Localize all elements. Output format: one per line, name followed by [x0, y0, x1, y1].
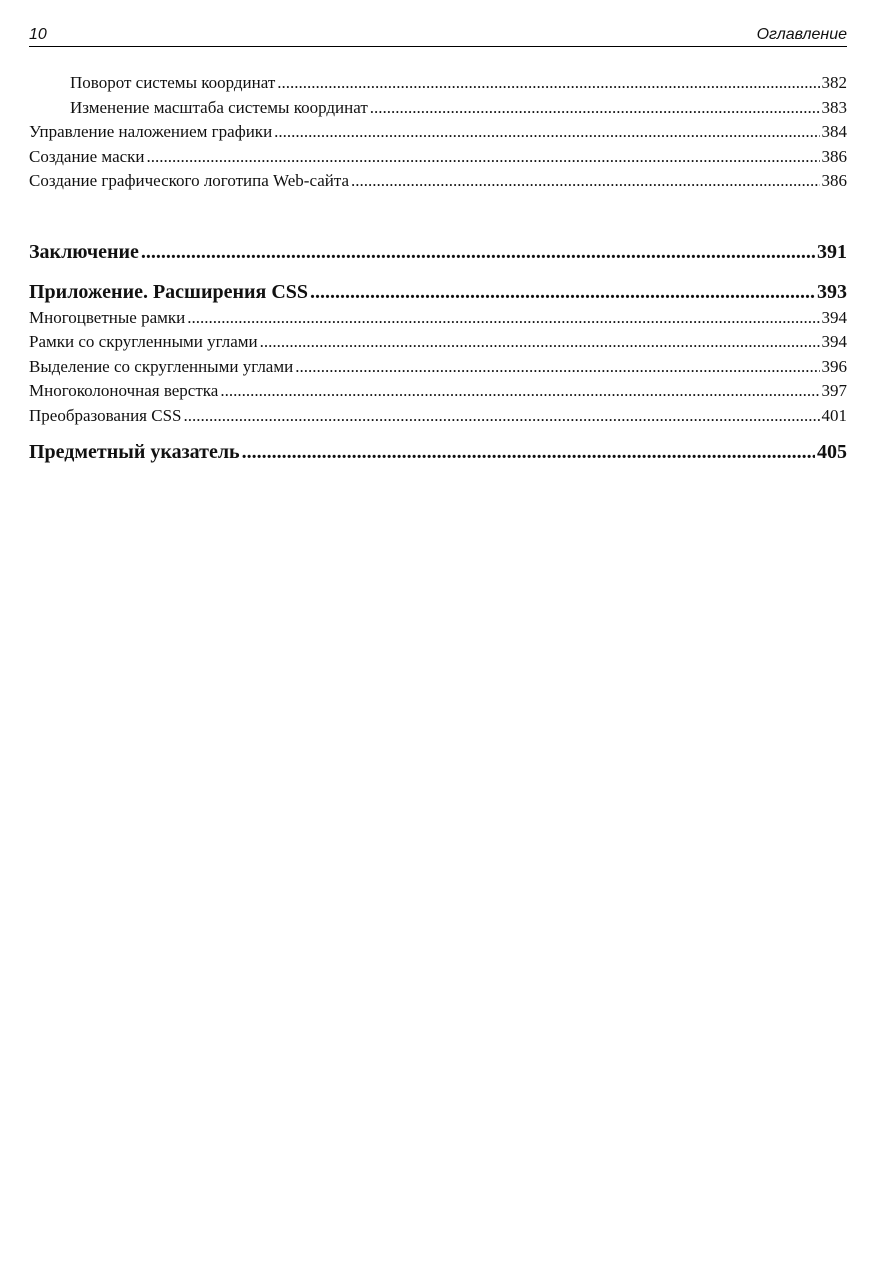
- toc-entry-title: Многоцветные рамки: [29, 307, 186, 327]
- dot-leader: [260, 330, 820, 355]
- toc-entry: [29, 169, 847, 194]
- toc-entry-page: 382: [821, 73, 847, 92]
- dot-leader: [277, 71, 819, 96]
- toc-entry: [29, 306, 847, 331]
- toc-entry-page: 391: [817, 240, 847, 263]
- toc-entry-page: 401: [821, 405, 847, 425]
- dot-leader: [274, 120, 819, 145]
- toc-entry-page: 386: [821, 171, 847, 190]
- toc-entry-title: Приложение. Расширения CSS: [29, 280, 309, 303]
- toc-entry: [29, 404, 847, 429]
- toc-entry: [29, 355, 847, 380]
- toc-entry: [29, 145, 847, 170]
- toc-entry-title: Предметный указатель: [29, 441, 240, 463]
- toc-entry-page: 384: [821, 122, 847, 141]
- header-running-title: Оглавление: [756, 26, 847, 43]
- toc-entry-page: 405: [817, 441, 847, 463]
- toc-entry: [29, 330, 847, 355]
- toc-entry-page: 396: [821, 356, 847, 376]
- toc-entry-title: Создание графического логотипа Web-сайта: [29, 171, 350, 190]
- dot-leader: [220, 379, 819, 404]
- table-of-contents: [29, 71, 847, 466]
- toc-entry-page: 397: [821, 381, 847, 400]
- dot-leader: [242, 438, 815, 466]
- toc-chapter-entry: [29, 238, 847, 266]
- toc-entry-title: Рамки со скругленными углами: [29, 332, 258, 351]
- toc-chapter-entry: [29, 438, 847, 466]
- toc-entry: [29, 71, 847, 96]
- toc-entry: [29, 379, 847, 404]
- header-page-number: 10: [29, 26, 47, 43]
- toc-entry-title: Выделение со скругленными углами: [29, 356, 294, 376]
- dot-leader: [310, 278, 815, 306]
- document-page: [29, 22, 847, 466]
- toc-entry-title: Изменение масштаба системы координат: [70, 97, 368, 117]
- dot-leader: [295, 355, 819, 380]
- toc-entry-title: Создание маски: [29, 146, 145, 166]
- toc-entry-title: Преобразования CSS: [29, 405, 182, 425]
- toc-entry-title: Многоколоночная верстка: [29, 381, 219, 400]
- toc-entry-page: 394: [821, 307, 847, 327]
- dot-leader: [184, 404, 820, 429]
- dot-leader: [370, 96, 820, 121]
- toc-entry-page: 386: [821, 146, 847, 166]
- toc-entry-page: 393: [817, 280, 847, 303]
- toc-entry-page: 394: [821, 332, 847, 351]
- dot-leader: [141, 238, 815, 266]
- toc-chapter-entry: [29, 278, 847, 306]
- toc-entry: [29, 120, 847, 145]
- toc-entry-title: Заключение: [29, 240, 139, 263]
- dot-leader: [187, 306, 819, 331]
- toc-entry: [29, 96, 847, 121]
- dot-leader: [351, 169, 819, 194]
- toc-entry-title: Поворот системы координат: [70, 73, 276, 92]
- toc-entry-title: Управление наложением графики: [29, 122, 273, 141]
- dot-leader: [147, 145, 820, 170]
- toc-entry-page: 383: [821, 97, 847, 117]
- running-header: [29, 22, 847, 47]
